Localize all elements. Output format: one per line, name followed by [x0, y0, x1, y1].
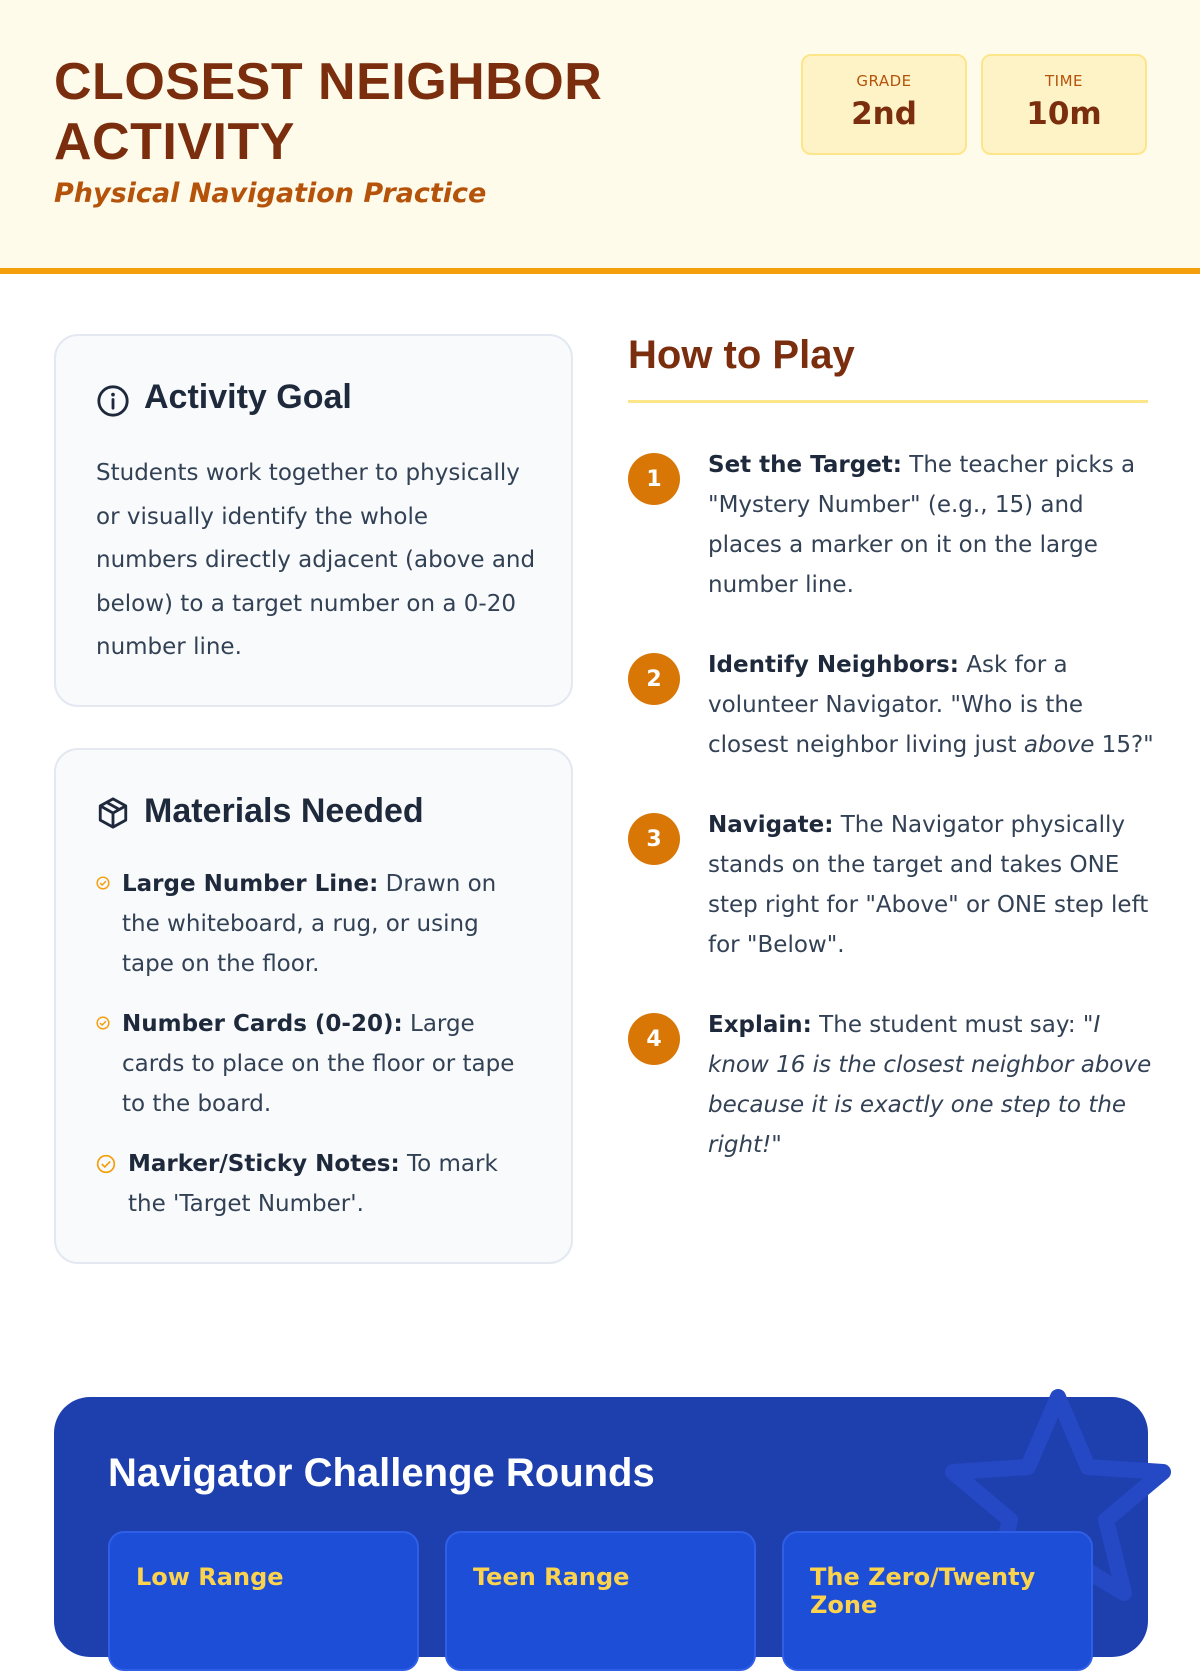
step-label: Explain: [708, 1012, 812, 1038]
check-circle-icon [96, 1016, 110, 1030]
step-text [708, 805, 1160, 965]
time-badge-label: TIME [1044, 72, 1083, 90]
round-title: Low Range [136, 1563, 284, 1591]
step-desc: The student must say: [811, 1012, 1083, 1038]
activity-goal-title: Activity Goal [144, 378, 352, 416]
material-desc: Drawn on the whiteboard, a rug, or using tape on the floor. [122, 871, 497, 977]
grade-badge-value: 2nd [851, 96, 917, 132]
materials-list [96, 864, 536, 1244]
page-title-line2: ACTIVITY [54, 113, 295, 171]
challenge-title: Navigator Challenge Rounds [108, 1451, 655, 1495]
info-icon [96, 384, 130, 418]
step-number: 2 [628, 653, 680, 705]
list-item [96, 1004, 536, 1124]
materials-card [54, 748, 573, 1264]
step-quote: "I know 16 is the closest neighbor above because it is exactly one step to the right!" [708, 1012, 1152, 1158]
page-title [54, 52, 694, 172]
step-number: 4 [628, 1013, 680, 1065]
step-label: Navigate: [708, 812, 834, 838]
activity-goal-text: Students work together to physically or visually identify the whole numbers directly adjacent (above and below) to a target number on a 0-20 number line. [96, 460, 536, 660]
material-name: Large Number Line: [122, 871, 379, 897]
time-badge [981, 54, 1147, 155]
check-circle-icon [96, 1154, 116, 1174]
round-title: Teen Range [473, 1563, 630, 1591]
material-desc: Large cards to place on the floor or tape to the board. [122, 1011, 515, 1117]
header [0, 0, 1200, 274]
round-card-zero-twenty [782, 1531, 1093, 1671]
material-name: Number Cards (0-20): [122, 1011, 403, 1037]
material-name: Marker/Sticky Notes: [128, 1151, 400, 1177]
box-icon [96, 796, 130, 830]
grade-badge [801, 54, 967, 155]
step-desc: The teacher picks a "Mystery Number" (e.g., 15) and places a marker on it on the large number line. [708, 452, 1136, 598]
step-desc: The Navigator physically stands on the target and takes ONE step right for "Above" or ONE step left for "Below". [708, 812, 1149, 958]
step-text [708, 1005, 1160, 1165]
list-item [96, 864, 536, 984]
step-label: Identify Neighbors: [708, 652, 959, 678]
material-desc: To mark the 'Target Number'. [128, 1151, 498, 1217]
step-label: Set the Target: [708, 452, 902, 478]
divider [628, 400, 1148, 403]
page-title-line1: CLOSEST NEIGHBOR [54, 53, 603, 111]
time-badge-value: 10m [1026, 96, 1102, 132]
step-desc-end: 15?" [1094, 732, 1154, 758]
page-subtitle: Physical Navigation Practice [54, 178, 487, 209]
round-title: The Zero/Twenty Zone [810, 1563, 1036, 1619]
challenge-panel [54, 1397, 1148, 1657]
how-to-play-title: How to Play [628, 333, 855, 377]
round-card-low-range [108, 1531, 419, 1671]
round-card-teen-range [445, 1531, 756, 1671]
step-number: 3 [628, 813, 680, 865]
step-emphasis: above [1023, 732, 1095, 758]
step-text [708, 645, 1160, 765]
step-desc: Ask for a volunteer Navigator. "Who is the closest neighbor living just [708, 652, 1084, 758]
step-number: 1 [628, 453, 680, 505]
materials-title: Materials Needed [144, 792, 424, 830]
activity-goal-card [54, 334, 573, 707]
step-text [708, 445, 1160, 605]
list-item [96, 1144, 536, 1224]
grade-badge-label: GRADE [856, 72, 912, 90]
check-circle-icon [96, 876, 110, 890]
